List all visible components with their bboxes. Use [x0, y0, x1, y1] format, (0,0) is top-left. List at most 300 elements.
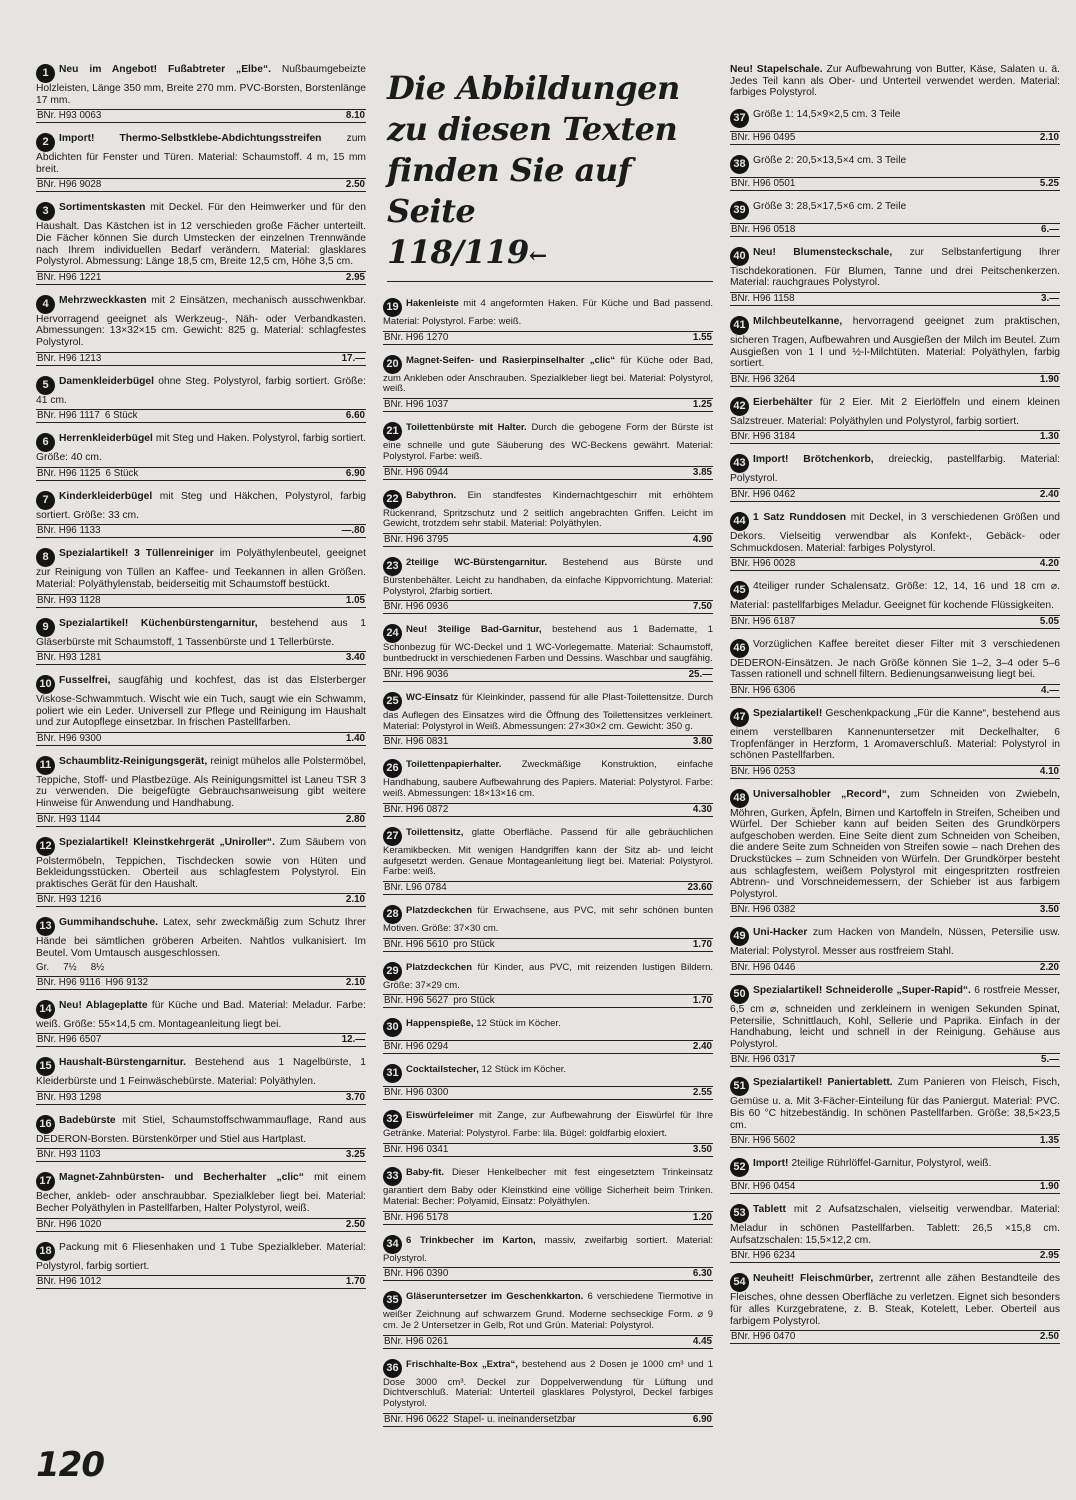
- order-number: BNr. H96 1213: [37, 352, 102, 364]
- catalog-entry: [383, 1110, 713, 1157]
- order-number: BNr. H96 0300: [384, 1087, 449, 1099]
- order-row: [36, 109, 366, 123]
- price: 23.60: [687, 881, 712, 893]
- order-row: [36, 1148, 366, 1162]
- order-number: BNr. H96 0390: [384, 1268, 449, 1280]
- catalog-entry: [730, 109, 1060, 145]
- price: 4.30: [692, 803, 712, 815]
- catalog-entry: [36, 433, 366, 481]
- item-body-text: Durch die gebogene Form der Bürste ist eine schnelle und gute Säuberung des WC-Beckens gewährt. Material: Polystyrol. Farbe: weiß.: [383, 422, 714, 462]
- order-number: BNr. H96 0317: [731, 1054, 796, 1066]
- item-number-badge: 34: [383, 1235, 402, 1254]
- column-middle: [383, 64, 713, 1437]
- order-row: [383, 466, 713, 480]
- entry-description: [730, 1158, 1060, 1177]
- order-row: [730, 1053, 1060, 1067]
- entry-description: [730, 109, 1060, 128]
- catalog-entry: [36, 917, 366, 989]
- item-number-badge: 37: [730, 109, 749, 128]
- order-row: [383, 1143, 713, 1157]
- item-number-badge: 1: [36, 64, 55, 83]
- catalog-entry: [383, 1167, 713, 1224]
- order-number: BNr. H96 0622: [384, 1413, 449, 1425]
- item-number-badge: 22: [383, 490, 402, 509]
- size-label: 8½: [90, 961, 105, 973]
- order-number: BNr. H96 0294: [384, 1041, 449, 1053]
- item-headline: Spezialartikel! 3 Tüllenreiniger: [59, 548, 214, 560]
- catalog-entry: [36, 1172, 366, 1231]
- order-number: BNr. H93 1216: [37, 894, 102, 906]
- order-number: BNr. H96 9116: [37, 976, 101, 988]
- order-row: [730, 131, 1060, 145]
- item-body-text: saugfähig und kochfest, das ist das Elsterberger Viskose-Schwammtuch. Wischt wie ein Tuch, saugt wie ein Schwamm, poliert wie ein Leder. Universell zur Pflege und Reinigung im Haushalt und zur Autopflege einsetzbar. In frischen Pastellfarben.: [36, 675, 366, 729]
- item-body-text: Größe 1: 14,5×9×2,5 cm. 3 Teile: [753, 108, 901, 120]
- price: 2.50: [1039, 1331, 1059, 1343]
- item-headline: Fusselfrei,: [59, 675, 111, 687]
- entry-description: [730, 1077, 1060, 1131]
- item-number-badge: 24: [383, 624, 402, 643]
- order-row: [383, 1211, 713, 1225]
- item-body-text: für Küche und Bad. Material: Meladur. Farbe: weiß. Größe: 55×14,5 cm. Montageanleitung liegt bei.: [36, 999, 366, 1030]
- order-number: BNr. H93 1103: [37, 1149, 101, 1161]
- item-headline: Tablett: [753, 1204, 786, 1216]
- order-number-group: [731, 1135, 800, 1147]
- item-number-badge: 41: [730, 316, 749, 335]
- order-number: BNr. H96 1117: [37, 410, 100, 422]
- price: 3.40: [345, 652, 365, 664]
- catalog-entry: [36, 837, 366, 908]
- order-number-group: [37, 894, 106, 906]
- entry-description: [36, 1115, 366, 1146]
- catalog-entry: [36, 133, 366, 192]
- catalog-entry: [730, 454, 1060, 502]
- order-number-group: [37, 814, 106, 826]
- item-number-badge: 47: [730, 708, 749, 727]
- item-headline: Neu! 3teilige Bad-Garnitur,: [406, 624, 542, 636]
- order-row: [730, 557, 1060, 571]
- catalog-entry: [730, 397, 1060, 445]
- catalog-entry: [730, 1077, 1060, 1148]
- catalog-entry: [36, 756, 366, 827]
- order-number: BNr. H96 0944: [384, 466, 449, 478]
- order-number-group: [37, 1219, 106, 1231]
- entry-description: [383, 624, 713, 664]
- order-number: BNr. L96 0784: [384, 881, 447, 893]
- order-row: [383, 1335, 713, 1349]
- item-body-text: glatte Oberfläche. Passend für alle gebräuchlichen Keramikbecken. Mit wenigen Handgriffen kann der Sitz ab- und leicht aufgesetzt werden. Genaue Montageanleitung liegt bei. Material: Polystyrol. Farbe: weiß.: [383, 826, 714, 878]
- item-number-badge: 15: [36, 1057, 55, 1076]
- entry-description: [383, 692, 713, 732]
- price: 1.40: [345, 732, 365, 744]
- order-number-group: [37, 179, 106, 191]
- order-number: BNr. H96 0341: [384, 1144, 449, 1156]
- price: 6.60: [345, 410, 365, 422]
- order-number-group: [37, 652, 106, 664]
- entry-description: [730, 397, 1060, 428]
- item-headline: Babythron.: [406, 489, 457, 501]
- size-label: 7½: [63, 961, 77, 973]
- item-headline: Import! Brötchenkorb,: [753, 454, 874, 466]
- item-headline: Frischhalte-Box „Extra“,: [406, 1358, 518, 1370]
- price: 3.85: [692, 466, 712, 478]
- order-number-group: [37, 468, 143, 480]
- item-number-badge: 2: [36, 133, 55, 152]
- item-number-badge: 16: [36, 1115, 55, 1134]
- item-body-text: Geschenkpackung „Für die Kanne“, bestehend aus einem verstellbaren Kannenuntersetzer mit Deckelhalter, 6 Tropfenfänger in Herzform, 1 Aromaverschluß. Material: Polystyrol in schönen Pastellfarben.: [730, 707, 1060, 762]
- item-number-badge: 40: [730, 247, 749, 266]
- item-body-text: bestehend aus 1 Badematte, 1 Schonbezug für WC-Deckel und 1 WC-Vorlegematte. Material: Schaumstoff, buntbedruckt in verschiedenen Farben und Dessins. Waschbar und saugfähig.: [383, 624, 713, 665]
- item-headline: Neuheit! Fleischmürber,: [753, 1273, 874, 1285]
- catalog-entry: [730, 708, 1060, 779]
- order-row: [36, 178, 366, 192]
- order-number-group: [384, 1336, 453, 1348]
- entry-description: [730, 64, 1060, 99]
- entry-description: [36, 548, 366, 590]
- order-number-group: [384, 1268, 453, 1280]
- order-number-group: [731, 224, 800, 236]
- order-number-group: [37, 1149, 106, 1161]
- entry-description: [36, 675, 366, 729]
- order-number-group: [37, 1092, 106, 1104]
- price: 1.25: [692, 399, 712, 411]
- heading-line-2: zu diesen Texten: [387, 110, 678, 148]
- order-row: [383, 938, 713, 952]
- order-number-group: [731, 904, 800, 916]
- item-headline: Milchbeutelkanne,: [753, 315, 843, 327]
- order-row: [730, 1249, 1060, 1263]
- order-number-group: [37, 733, 106, 745]
- item-headline: Neu! Stapelschale.: [730, 64, 823, 75]
- order-row: [36, 1091, 366, 1105]
- catalog-entry: [36, 618, 366, 666]
- order-note: H96 9132: [105, 976, 149, 988]
- entry-description: [383, 759, 713, 799]
- item-body-text: 2teilige Rührlöffel-Garnitur, Polystyrol, weiß.: [791, 1158, 992, 1170]
- entry-description: [36, 64, 366, 106]
- order-number-group: [384, 804, 453, 816]
- item-body-text: 6 verschiedene Tiermotive in weißer Zeichnung auf schwarzem Grund. Moderne sechseckige Form. ⌀ 9 cm. Je 2 Untersetzer in Gelb, Rot und Grün. Material: Polystyrol.: [383, 1291, 713, 1331]
- entry-description: [36, 295, 366, 349]
- item-headline: Damenkleiderbügel: [59, 375, 154, 387]
- catalog-entry: [383, 1064, 713, 1100]
- price: 3.25: [345, 1149, 365, 1161]
- order-number-group: [731, 616, 800, 628]
- item-body-text: mit Deckel. Für den Heimwerker und für den Haushalt. Das Kästchen ist in 12 verschieden große Fächer unterteilt. Die Fächer können Sie durch Umstecken der einzelnen Trennwände nach Ihrem individuellen Bedarf verändern. Material: glasklares Polystyrol. Abmessung: Länge 18,5 cm, Breite 12,5 cm, Höhe 3,5 cm.: [36, 202, 366, 268]
- size-row: [36, 962, 366, 973]
- entry-description: [730, 639, 1060, 681]
- entry-description: [36, 133, 366, 175]
- order-row: [383, 668, 713, 682]
- item-number-badge: 49: [730, 927, 749, 946]
- item-body-text: hervorragend geeignet zum praktischen, sicheren Tragen, Aufbewahren und Ausgießen der Milch im Beutel. Zum Ausgießen von 1 l und ½-l-Milchtüten. Material: Polyäthylen, farbig sortiert.: [730, 315, 1060, 370]
- entry-description: [730, 708, 1060, 762]
- entry-description: [36, 756, 366, 810]
- item-number-badge: 50: [730, 985, 749, 1004]
- price: 2.95: [345, 271, 365, 283]
- order-number: BNr. H96 0936: [384, 601, 449, 613]
- order-number: BNr. H96 1133: [37, 525, 101, 537]
- price: 2.80: [345, 813, 365, 825]
- price: 5.25: [1039, 177, 1059, 189]
- item-body-text: mit Steg und Häkchen, Polystyrol, farbig sortiert. Größe: 33 cm.: [36, 490, 366, 521]
- order-row: [730, 765, 1060, 779]
- arrow-left-icon: ←: [528, 243, 547, 269]
- item-body-text: Bestehend aus 1 Nagelbürste, 1 Kleiderbürste und 1 Feinwäschebürste. Material: Polyäthylen.: [36, 1057, 366, 1088]
- item-number-badge: 46: [730, 639, 749, 658]
- order-number: BNr. H96 0253: [731, 765, 796, 777]
- catalog-entry: [383, 557, 713, 614]
- item-headline: Neu im Angebot! Fußabtreter „Elbe“.: [59, 64, 271, 75]
- item-body-text: Packung mit 6 Fliesenhaken und 1 Tube Spezialkleber. Material: Polystyrol, farbig sortiert.: [36, 1241, 366, 1272]
- order-number-group: [384, 669, 453, 681]
- item-body-text: zum Schneiden von Zwiebeln, Möhren, Gurken, Äpfeln, Birnen und Kartoffeln in Streifen, Scheiben und Würfel. Der Schieber kann auf beiden Seiten des Grundkörpers aufgeschoben werden. Eine Seite dient zum Schneiden von Scheiben, die andere Seite zum Schneiden von Streifen sowie – nach Drehen des Druckstückes – zum Schneiden von Würfeln. Der Grundkörper besteht aus schlagfestem, weißem Polystyrol mit eingespritzten rostfreien Abtrenn- und Vorschneidemessern, der Schieber ist aus farbigem Polystyrol.: [730, 788, 1060, 900]
- price: 1.90: [1039, 373, 1059, 385]
- item-number-badge: 5: [36, 376, 55, 395]
- entry-description: [383, 490, 713, 530]
- catalog-entry: [730, 1273, 1060, 1344]
- item-headline: Spezialartikel! Schneiderolle „Super-Rapid“.: [753, 985, 971, 997]
- item-body-text: bestehend aus 2 Dosen je 1000 cm³ und 1 Dose 3000 cm³. Deckel zur Doppelverwendung für Lüftung und Dichtverschluß. Material: Unterteil glasklares Polystyrol, Deckel farbiges Polystyrol.: [383, 1358, 713, 1410]
- price: 2.50: [345, 179, 365, 191]
- item-headline: Spezialartikel! Küchenbürstengarnitur,: [59, 617, 258, 629]
- order-number-group: [731, 558, 800, 570]
- catalog-entry: [36, 376, 366, 424]
- entry-description: [383, 1291, 713, 1331]
- order-row: [36, 409, 366, 423]
- order-row: [730, 177, 1060, 191]
- price: 2.50: [345, 1218, 365, 1230]
- order-number: BNr. H96 0028: [731, 558, 796, 570]
- order-number: BNr. H96 5602: [731, 1135, 796, 1147]
- item-body-text: dreieckig, pastellfarbig. Material: Polystyrol.: [730, 454, 1060, 485]
- item-number-badge: 10: [36, 675, 55, 694]
- heading-line-1: Die Abbildungen: [387, 69, 680, 107]
- order-row: [730, 1134, 1060, 1148]
- price: 8.10: [345, 110, 365, 122]
- order-number-group: [731, 178, 800, 190]
- price: 6.—: [1041, 223, 1059, 235]
- entry-description: [383, 1110, 713, 1140]
- order-number-group: [384, 736, 453, 748]
- catalog-entry: [383, 298, 713, 345]
- order-number: BNr. H96 1012: [37, 1276, 102, 1288]
- item-body-text: 12 Stück im Köcher.: [476, 1018, 561, 1030]
- order-number: BNr. H96 9036: [384, 668, 449, 680]
- entry-description: [730, 512, 1060, 554]
- item-headline: Magnet-Zahnbürsten- und Becherhalter „clic“: [59, 1172, 304, 1184]
- item-headline: Badebürste: [59, 1114, 116, 1126]
- item-number-badge: 25: [383, 692, 402, 711]
- price: 4.—: [1041, 684, 1059, 696]
- entry-description: [383, 298, 713, 328]
- item-number-badge: 12: [36, 837, 55, 856]
- item-number-badge: 9: [36, 618, 55, 637]
- order-row: [36, 1275, 366, 1289]
- order-number: BNr. H96 5627: [384, 995, 449, 1007]
- entry-description: [730, 1273, 1060, 1327]
- order-number-group: [731, 374, 800, 386]
- catalog-entry: [383, 759, 713, 816]
- item-body-text: für 2 Eier. Mit 2 Eierlöffeln und einem kleinen Salzstreuer. Material: Polyäthylen und Polystyrol, farbig sortiert.: [730, 396, 1060, 427]
- entry-description: [36, 1000, 366, 1031]
- item-headline: 6 Trinkbecher im Karton,: [406, 1234, 536, 1246]
- order-number: BNr. H96 6187: [731, 615, 796, 627]
- order-row: [36, 813, 366, 827]
- item-number-badge: 53: [730, 1204, 749, 1223]
- item-headline: Toilettenbürste mit Halter.: [406, 422, 527, 434]
- item-number-badge: 30: [383, 1018, 402, 1037]
- order-row: [383, 1413, 713, 1427]
- order-row: [730, 488, 1060, 502]
- price: 2.40: [692, 1041, 712, 1053]
- item-body-text: reinigt mühelos alle Polstermöbel, Teppiche, Stoff- und Plastbezüge. Als Reinigungsmittel ist Laneu TSR 3 zu verwenden. Die beigefügte Gebrauchsanweisung gibt weitere Hinweise für Anwendung und Handhabung.: [36, 755, 366, 810]
- item-body-text: massiv, zweifarbig sortiert. Material: Polystyrol.: [383, 1234, 714, 1264]
- catalog-entry: [730, 985, 1060, 1067]
- price: 5.05: [1039, 615, 1059, 627]
- order-number: BNr. H93 1281: [37, 652, 102, 664]
- catalog-entry: [36, 1057, 366, 1105]
- entry-description: [36, 433, 366, 464]
- price: 2.55: [692, 1087, 712, 1099]
- order-row: [36, 271, 366, 285]
- item-number-badge: 17: [36, 1172, 55, 1191]
- catalog-entry: [36, 491, 366, 539]
- entry-description: [730, 155, 1060, 174]
- item-body-text: Größe 3: 28,5×17,5×6 cm. 2 Teile: [753, 200, 907, 212]
- order-note: 6 Stück: [104, 410, 138, 422]
- item-number-badge: 45: [730, 581, 749, 600]
- order-row: [36, 1218, 366, 1232]
- item-body-text: Bestehend aus Bürste und Bürstenbehälter. Leicht zu handhaben, da einfache Kippvorrichtung. Material: Polystyrol, 2farbig sortiert.: [383, 557, 714, 597]
- item-number-badge: 29: [383, 962, 402, 981]
- catalog-entry: [383, 962, 713, 1009]
- order-number-group: [384, 534, 453, 546]
- item-headline: Gläseruntersetzer im Geschenkkarton.: [406, 1291, 584, 1303]
- order-number-group: [384, 399, 453, 411]
- item-number-badge: 42: [730, 397, 749, 416]
- entry-description: [730, 581, 1060, 612]
- entry-description: [383, 1018, 713, 1037]
- item-headline: Spezialartikel! Kleinstkehrgerät „Uniroller“.: [59, 836, 275, 848]
- catalog-entry: [36, 64, 366, 123]
- entry-description: [383, 1359, 713, 1410]
- catalog-entry: [36, 1242, 366, 1290]
- price: 3.70: [345, 1091, 365, 1103]
- catalog-entry: [730, 512, 1060, 571]
- item-headline: Toilettenpapierhalter.: [406, 759, 502, 771]
- item-number-badge: 28: [383, 905, 402, 924]
- page-reference-heading: [387, 68, 713, 282]
- entry-description: [730, 247, 1060, 289]
- item-body-text: Größe 2: 20,5×13,5×4 cm. 3 Teile: [753, 154, 907, 166]
- order-row: [730, 615, 1060, 629]
- order-row: [383, 994, 713, 1008]
- entry-description: [730, 927, 1060, 958]
- order-number: BNr. H96 3795: [384, 534, 449, 546]
- order-row: [730, 903, 1060, 917]
- entry-description: [383, 1167, 713, 1207]
- order-number: BNr. H93 1128: [37, 594, 101, 606]
- order-number-group: [384, 1212, 453, 1224]
- entry-description: [730, 454, 1060, 485]
- entry-description: [36, 837, 366, 891]
- order-number-group: [731, 685, 800, 697]
- item-number-badge: 18: [36, 1242, 55, 1261]
- order-number-group: [37, 977, 153, 989]
- item-headline: WC-Einsatz: [406, 691, 459, 703]
- price: 4.45: [692, 1335, 712, 1347]
- order-number: BNr. H96 6306: [731, 684, 796, 696]
- item-headline: Neu! Ablageplatte: [59, 999, 148, 1011]
- item-number-badge: 8: [36, 548, 55, 567]
- entry-description: [36, 1172, 366, 1214]
- order-number: BNr. H96 6507: [37, 1034, 102, 1046]
- item-number-badge: 54: [730, 1273, 749, 1292]
- item-headline: Import! Thermo-Selbstklebe-Abdichtungsstreifen: [59, 133, 322, 145]
- catalog-entry: [36, 675, 366, 746]
- item-number-badge: 26: [383, 759, 402, 778]
- price: 2.10: [345, 894, 365, 906]
- order-number-group: [731, 431, 800, 443]
- order-number-group: [384, 601, 453, 613]
- item-body-text: mit 2 Einsätzen, mechanisch ausschwenkbar. Hervorragend geeignet als Werkzeug-, Näh- oder Verbandkasten. Abmessungen: 13×32×15 cm. Gewicht: 825 g. Material: schlagfestes Polystyrol.: [36, 294, 366, 348]
- price: 4.90: [692, 534, 712, 546]
- price: 4.10: [1039, 765, 1059, 777]
- catalog-entry: [383, 1291, 713, 1348]
- column-middle-entries: [383, 298, 713, 1427]
- item-headline: Platzdeckchen: [406, 904, 472, 916]
- entry-description: [383, 1235, 713, 1265]
- order-row: [730, 292, 1060, 306]
- price: 1.55: [692, 331, 712, 343]
- item-number-badge: 48: [730, 789, 749, 808]
- entry-description: [383, 1064, 713, 1083]
- order-number: BNr. H96 0518: [731, 223, 796, 235]
- order-row: [730, 684, 1060, 698]
- entry-description: [383, 905, 713, 935]
- order-number-group: [384, 332, 453, 344]
- item-number-badge: 52: [730, 1158, 749, 1177]
- order-row: [383, 803, 713, 817]
- item-body-text: Vorzüglichen Kaffee bereitet dieser Filter mit 3 verschiedenen DEDERON-Einsätzen. Je nach Größe können Sie 1–2, 3–4 oder 5–6 Tassen rationell und schnell filtern. Bedienungsanweisung liegt bei.: [730, 638, 1060, 681]
- item-body-text: mit Zange, zur Aufbewahrung der Eiswürfel für Ihre Getränke. Material: Polystyrol. Farbe: lila. Bügel: goldfarbig eloxiert.: [383, 1110, 713, 1140]
- order-row: [36, 1033, 366, 1047]
- order-row: [36, 524, 366, 538]
- price: 3.50: [692, 1144, 712, 1156]
- order-row: [383, 881, 713, 895]
- catalog-entry: [383, 355, 713, 412]
- entry-description: [36, 1242, 366, 1273]
- catalog-entry: [730, 927, 1060, 975]
- order-number: BNr. H93 0063: [37, 110, 102, 122]
- heading-line-3: finden Sie auf Seite: [387, 151, 631, 230]
- order-number: BNr. H96 9300: [37, 732, 102, 744]
- item-number-badge: 11: [36, 756, 55, 775]
- item-body-text: Nußbaumgebeizte Holzleisten, Länge 350 mm, Breite 270 mm. PVC-Borsten, Borstenlänge 17 mm.: [36, 64, 366, 106]
- order-row: [36, 976, 366, 990]
- price: 3.—: [1041, 292, 1059, 304]
- item-body-text: zum Abdichten für Fenster und Türen. Material: Schaumstoff. 4 m, 15 mm breit.: [36, 133, 366, 175]
- item-number-badge: 21: [383, 422, 402, 441]
- catalog-entry: [730, 201, 1060, 237]
- catalog-entry: [36, 295, 366, 366]
- price: 2.10: [345, 976, 365, 988]
- entry-description: [383, 422, 713, 462]
- price: 1.70: [692, 938, 712, 950]
- item-headline: Spezialartikel!: [753, 707, 823, 719]
- item-body-text: mit einem Becher, ankleb- oder anschraubbar. Spezialkleber liegt bei. Material: Becher Polyäthylen in Pastellfarben, Halter Polystyrol, weiß.: [36, 1172, 366, 1214]
- entry-description: [36, 1057, 366, 1088]
